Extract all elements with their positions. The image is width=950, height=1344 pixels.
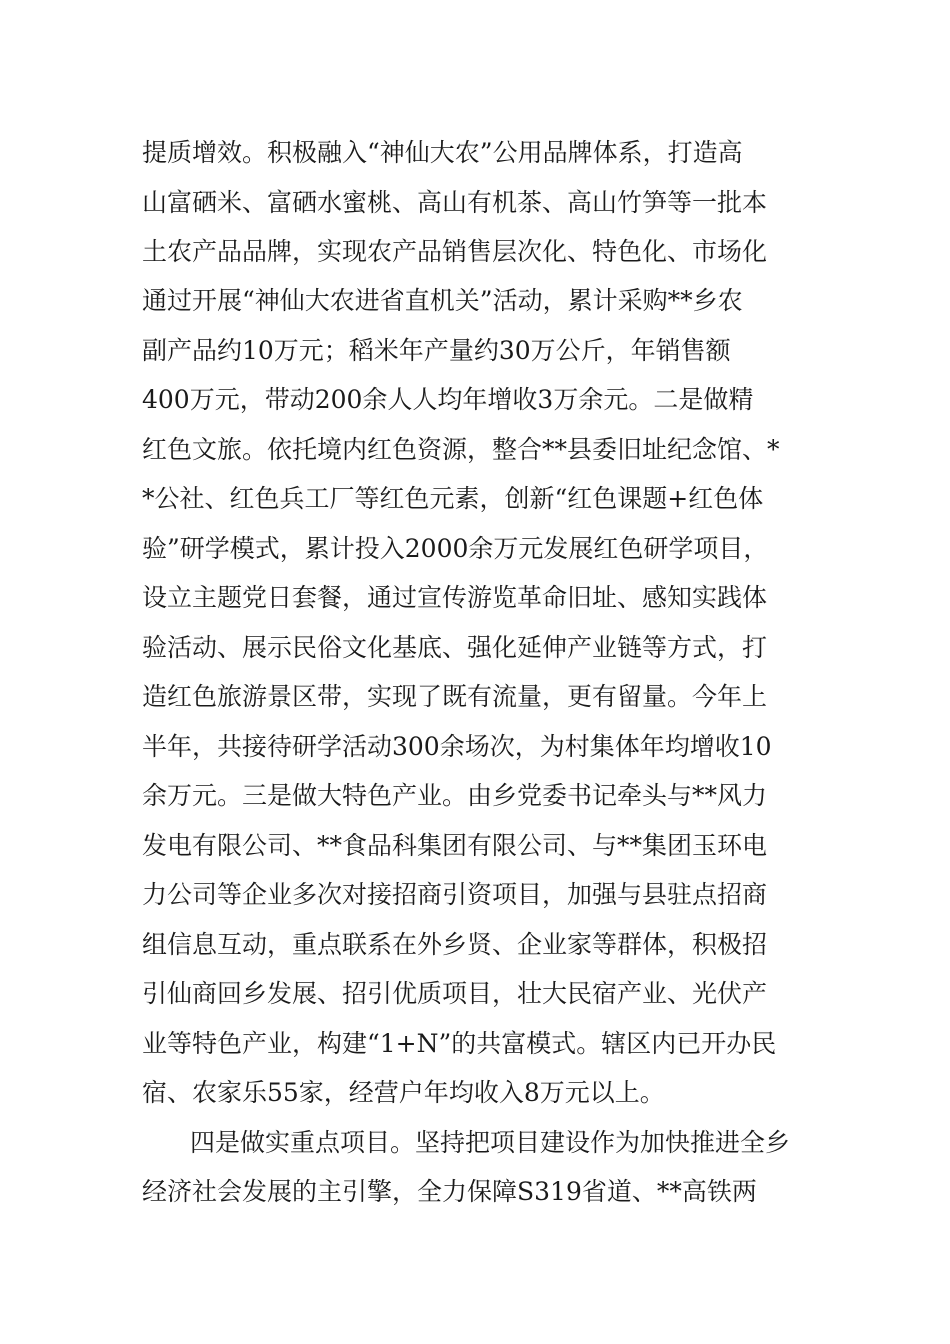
text-line: 组信息互动，重点联系在外乡贤、企业家等群体，积极招: [142, 930, 768, 959]
paragraph-first-line: 四是做实重点项目。坚持把项目建设作为加快推进全乡: [190, 1128, 791, 1157]
text-line: 经济社会发展的主引擎，全力保障S319省道、**高铁两: [142, 1177, 757, 1206]
text-line: 引仙商回乡发展、招引优质项目，壮大民宿产业、光伏产: [142, 979, 768, 1008]
text-line: 验”研学模式，累计投入2000余万元发展红色研学项目，: [142, 534, 769, 563]
text-line: 400万元，带动200余人人均年增收3万余元。二是做精: [142, 385, 754, 414]
text-line: 宿、农家乐55家，经营户年均收入8万元以上。: [142, 1078, 665, 1107]
text-line: 山富硒米、富硒水蜜桃、高山有机茶、高山竹笋等一批本: [142, 188, 768, 217]
text-line: 造红色旅游景区带，实现了既有流量，更有留量。今年上: [142, 682, 768, 711]
text-line: 力公司等企业多次对接招商引资项目，加强与县驻点招商: [142, 880, 768, 909]
text-line: 业等特色产业，构建“1+N”的共富模式。辖区内已开办民: [142, 1029, 777, 1058]
text-line: 验活动、展示民俗文化基底、强化延伸产业链等方式，打: [142, 633, 768, 662]
text-line: 土农产品品牌，实现农产品销售层次化、特色化、市场化: [142, 237, 768, 266]
text-line: 设立主题党日套餐，通过宣传游览革命旧址、感知实践体: [142, 583, 768, 612]
text-line: 发电有限公司、**食品科集团有限公司、与**集团玉环电: [142, 831, 768, 860]
text-line: 红色文旅。依托境内红色资源，整合**县委旧址纪念馆、*: [142, 435, 780, 464]
text-line: 余万元。三是做大特色产业。由乡党委书记牵头与**风力: [142, 781, 768, 810]
text-line: 副产品约10万元；稻米年产量约30万公斤，年销售额: [142, 336, 731, 365]
text-line: 提质增效。积极融入“神仙大农”公用品牌体系，打造高: [142, 138, 743, 167]
text-line: *公社、红色兵工厂等红色元素，创新“红色课题+红色体: [142, 484, 764, 513]
text-line: 半年，共接待研学活动300余场次，为村集体年均增收10: [142, 732, 772, 761]
text-line: 通过开展“神仙大农进省直机关”活动，累计采购**乡农: [142, 286, 743, 315]
